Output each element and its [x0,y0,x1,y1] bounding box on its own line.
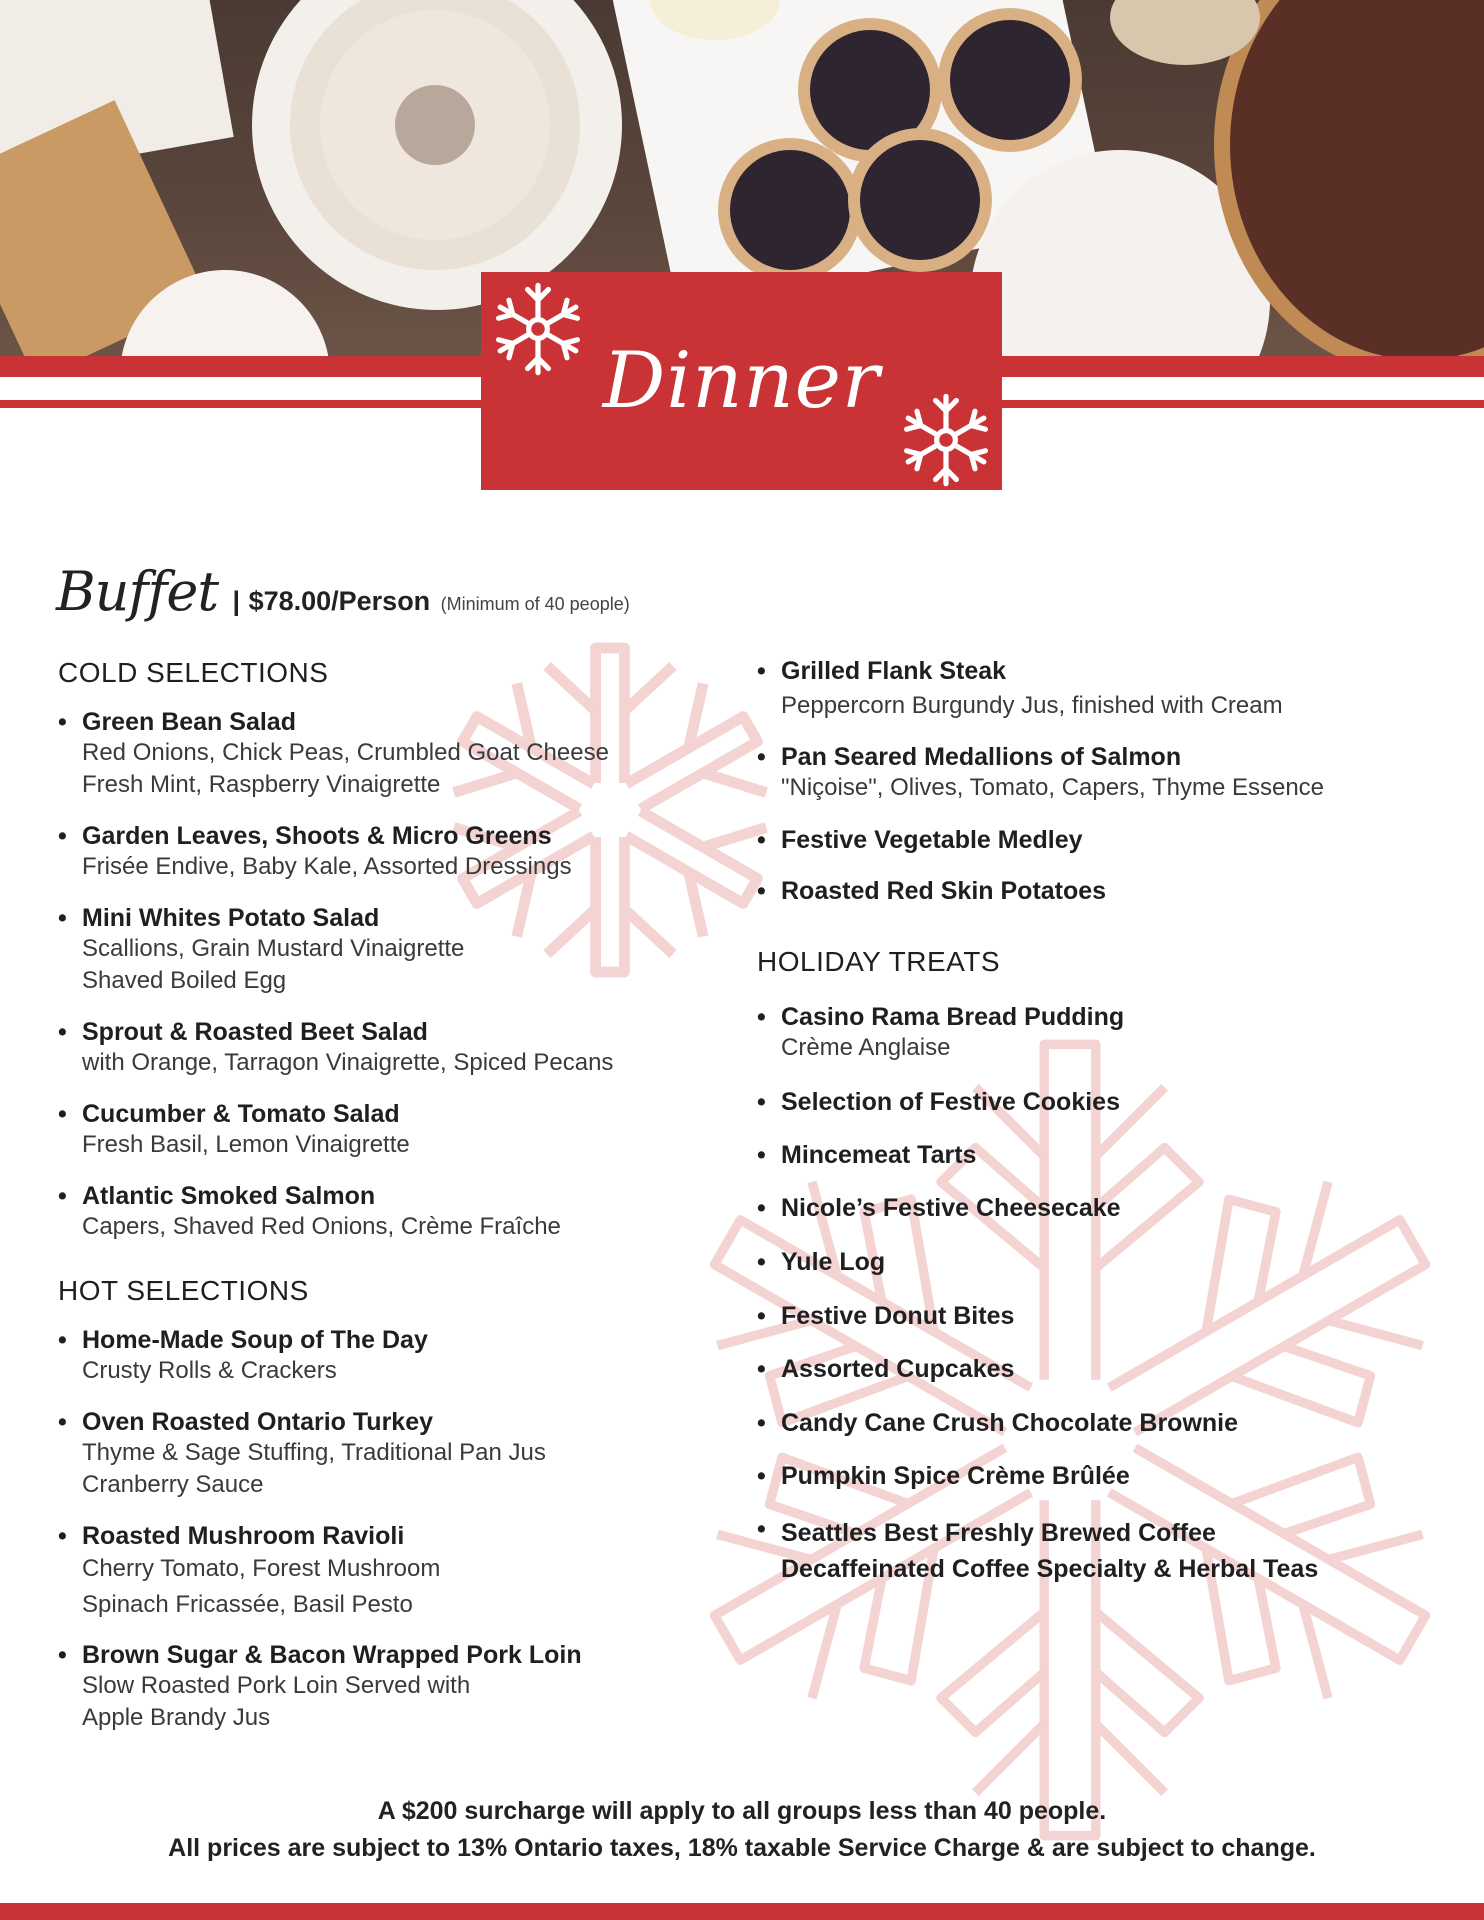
menu-item: • Home-Made Soup of The Day Crusty Rolls & Crackers [58,1326,428,1384]
buffet-label: Buffet [56,560,219,623]
snowflake-icon [894,388,998,492]
bullet: • [757,826,766,854]
menu-item: • Pumpkin Spice Crème Brûlée [757,1462,1130,1490]
tart [730,150,850,270]
menu-item: • Oven Roasted Ontario Turkey Thyme & Sage Stuffing, Traditional Pan Jus Cranberry Sauce [58,1408,546,1498]
menu-item: • Brown Sugar & Bacon Wrapped Pork Loin Slow Roasted Pork Loin Served with Apple Brandy Jus [58,1641,582,1731]
menu-item: • Roasted Mushroom Ravioli Cherry Tomato, Forest Mushroom Spinach Fricassée, Basil Pesto [58,1522,441,1618]
menu-item: • Atlantic Smoked Salmon Capers, Shaved Red Onions, Crème Fraîche [58,1182,561,1240]
menu-item: • Festive Vegetable Medley [757,826,1083,854]
menu-item: • Candy Cane Crush Chocolate Brownie [757,1409,1239,1437]
snowflake-watermark-icon [430,620,790,1000]
menu-item: • Nicole’s Festive Cheesecake [757,1194,1121,1222]
menu-item: • Yule Log [757,1248,886,1276]
bullet: • [757,1003,766,1031]
page-title: Dinner [602,336,881,426]
buffet-price: $78.00/Person [248,586,431,616]
bullet: • [757,1194,766,1222]
cake-center [395,85,475,165]
bullet: • [58,904,67,932]
menu-item: • Assorted Cupcakes [757,1355,1015,1383]
section-heading-cold: COLD SELECTIONS [58,657,329,688]
bullet: • [757,1088,766,1116]
bullet: • [757,1248,766,1276]
bullet: • [58,708,67,736]
bullet: • [757,877,766,905]
tart [860,140,980,260]
buffet-separator: | [232,586,241,616]
bullet: • [58,822,67,850]
bullet: • [58,1018,67,1046]
menu-item: • Seattles Best Freshly Brewed Coffee Decaffeinated Coffee Specialty & Herbal Teas [757,1515,1319,1583]
bullet: • [757,657,766,685]
dinner-badge [481,272,1002,490]
section-heading-hot: HOT SELECTIONS [58,1275,309,1306]
menu-item: • Selection of Festive Cookies [757,1088,1120,1116]
snowflake-icon [486,277,590,381]
footer-tax-note: All prices are subject to 13% Ontario taxes, 18% taxable Service Charge & are subject to change. [168,1834,1316,1862]
tart [810,30,930,150]
menu-item: • Mini Whites Potato Salad Scallions, Grain Mustard Vinaigrette Shaved Boiled Egg [58,904,465,994]
menu-item: • Festive Donut Bites [757,1302,1015,1330]
bullet: • [757,1302,766,1330]
nut-bowl [1110,0,1260,65]
menu-item: • Cucumber & Tomato Salad Fresh Basil, Lemon Vinaigrette [58,1100,410,1158]
bullet: • [757,1409,766,1437]
bullet: • [58,1100,67,1128]
buffet-heading [56,560,630,623]
bullet: • [58,1641,67,1669]
menu-item: • Sprout & Roasted Beet Salad with Orange, Tarragon Vinaigrette, Spiced Pecans [58,1018,614,1076]
bullet: • [58,1408,67,1436]
bullet: • [757,1141,766,1169]
bullet: • [58,1522,67,1550]
footer-surcharge-note: A $200 surcharge will apply to all groups less than 40 people. [377,1797,1107,1825]
menu-item: • Casino Rama Bread Pudding Crème Anglaise [757,1003,1125,1061]
bullet: • [757,1515,766,1543]
bullet: • [757,1355,766,1383]
bullet: • [757,1462,766,1490]
bullet: • [58,1182,67,1210]
menu-item: • Pan Seared Medallions of Salmon "Niçoise", Olives, Tomato, Capers, Thyme Essence [757,743,1325,801]
menu-item: • Mincemeat Tarts [757,1141,977,1169]
bullet: • [757,743,766,771]
footer-stripe [0,1903,1484,1920]
tart [950,20,1070,140]
menu-item: • Grilled Flank Steak Peppercorn Burgundy Jus, finished with Cream [757,657,1283,719]
menu-item: • Roasted Red Skin Potatoes [757,877,1107,905]
menu-item: • Green Bean Salad Red Onions, Chick Peas, Crumbled Goat Cheese Fresh Mint, Raspberry Vinaigrette [58,708,609,798]
bullet: • [58,1326,67,1354]
menu-item: • Garden Leaves, Shoots & Micro Greens Frisée Endive, Baby Kale, Assorted Dressings [58,822,572,880]
section-heading-treats: HOLIDAY TREATS [757,946,1000,977]
buffet-minimum-note: (Minimum of 40 people) [440,594,630,614]
